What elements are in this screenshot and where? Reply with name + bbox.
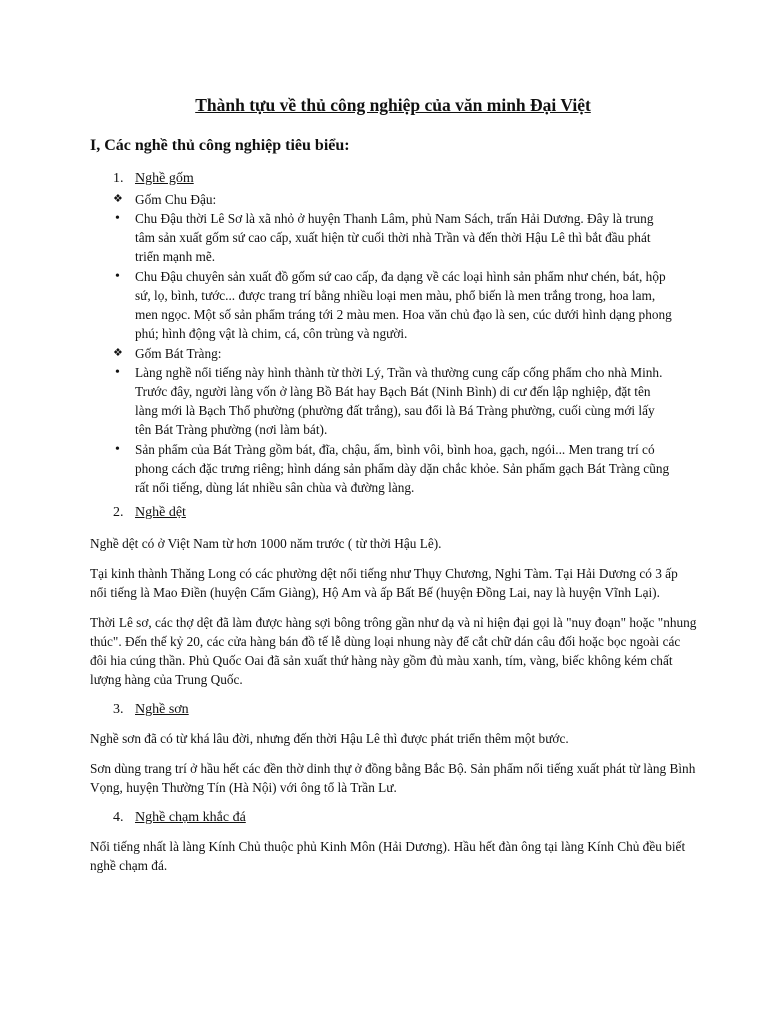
paragraph: Nghề sơn đã có từ khá lâu đời, nhưng đến thời Hậu Lê thì được phát triển thêm một bước. <box>90 731 569 746</box>
item-heading-son <box>113 700 673 719</box>
item-number: 1. <box>113 171 124 186</box>
item-label: Nghề dệt <box>135 505 186 520</box>
subheading-bat-trang <box>113 344 673 363</box>
bullet-icon: • <box>115 269 120 284</box>
item-number: 2. <box>113 505 124 520</box>
bullet-text: Làng nghề nổi tiếng này hình thành từ thời Lý, Trần và thường cung cấp cống phẩm cho nhà Minh. Trước đây, người làng vốn ở làng Bồ Bát hay Bạch Bát (Ninh Bình) di cư đến lập nghiệp, đặt tên làng mới là Bạch Thổ phường (phường đất trắng), sau đổi là Bá Tràng phường, cuối cùng mới lấy tên Bát Tràng phường (nơi làm bát). <box>135 365 663 437</box>
diamond-bullet-icon: ❖ <box>113 193 123 205</box>
item-heading-cham-khac <box>113 808 673 827</box>
bullet-item <box>113 363 673 439</box>
paragraph: Nổi tiếng nhất là làng Kính Chủ thuộc phủ Kinh Môn (Hải Dương). Hầu hết đàn ông tại làng Kính Chủ đều biết nghề chạm đá. <box>90 839 686 873</box>
bullet-icon: • <box>115 442 120 457</box>
section-heading: I, Các nghề thủ công nghiệp tiêu biểu: <box>90 137 350 154</box>
subheading-label: Gốm Bát Tràng: <box>135 346 222 361</box>
subheading-chu-dau <box>113 190 673 209</box>
item-number: 3. <box>113 702 124 717</box>
bullet-icon: • <box>115 211 120 226</box>
paragraph: Thời Lê sơ, các thợ dệt đã làm được hàng sợi bông trông gần như dạ và nỉ hiện đại gọi là "nuy đoạn" hoặc "nhung thúc". Đến thế kỷ 20, các cửa hàng bán đồ tế lễ dùng loại nhung này để cắt chữ dán câu đối hoặc bọc ngoài các đôi hia cúng thần. Phủ Quốc Oai đã sản xuất thứ hàng này gồm đủ màu xanh, tím, vàng, biếc không kém chất lượng hàng của Trung Quốc. <box>90 615 697 687</box>
item-number: 4. <box>113 810 124 825</box>
document-body <box>90 93 697 886</box>
bullet-item <box>113 267 673 343</box>
document-title: Thành tựu về thủ công nghiệp của văn minh Đại Việt <box>195 95 591 115</box>
bullet-item <box>113 440 673 497</box>
diamond-bullet-icon: ❖ <box>113 347 123 359</box>
bullet-item <box>113 209 673 266</box>
item-heading-gom <box>113 169 673 188</box>
bullet-text: Sản phẩm của Bát Tràng gồm bát, đĩa, chậu, ấm, bình vôi, bình hoa, gạch, ngói... Men trang trí có phong cách đặc trưng riêng; hình dáng sản phẩm dày dặn chắc khỏe. Sản phẩm gạch Bát Tràng cũng rất nổi tiếng, dùng lát nhiều sân chùa và đường làng. <box>135 442 670 495</box>
item-label: Nghề chạm khắc đá <box>135 810 246 825</box>
paragraph: Tại kinh thành Thăng Long có các phường dệt nổi tiếng như Thụy Chương, Nghi Tàm. Tại Hải Dương có 3 ấp nổi tiếng là Mao Điền (huyện Cẩm Giàng), Hộ Am và ấp Bất Bế (huyện Đồng Lai, nay là huyện Vĩnh Lại). <box>90 566 678 600</box>
bullet-text: Chu Đậu chuyên sản xuất đồ gốm sứ cao cấp, đa dạng về các loại hình sản phẩm như chén, bát, hộp sứ, lọ, bình, tước... được trang trí bằng nhiều loại men màu, phổ biến là men trắng trong, hoa lam, men ngọc. Một số sản phẩm tráng tới 2 màu men. Hoa văn chủ đạo là sen, cúc dưới hình dạng phong phú; hình động vật là chim, cá, côn trùng và người. <box>135 269 672 341</box>
paragraph: Nghề dệt có ở Việt Nam từ hơn 1000 năm trước ( từ thời Hậu Lê). <box>90 536 442 551</box>
subheading-label: Gốm Chu Đậu: <box>135 192 217 207</box>
paragraph: Sơn dùng trang trí ở hầu hết các đền thờ dinh thự ở đồng bằng Bắc Bộ. Sản phẩm nổi tiếng xuất phát từ làng Bình Vọng, huyện Thường Tín (Hà Nội) với ông tổ là Trần Lư. <box>90 761 696 795</box>
item-heading-det <box>113 503 673 522</box>
bullet-text: Chu Đậu thời Lê Sơ là xã nhỏ ở huyện Thanh Lâm, phủ Nam Sách, trấn Hải Dương. Đây là trung tâm sản xuất gốm sứ cao cấp, xuất hiện từ cuối thời nhà Trần và đến thời Hậu Lê thì bắt đầu phát triển mạnh mẽ. <box>135 211 654 264</box>
bullet-icon: • <box>115 365 120 380</box>
item-label: Nghề gốm <box>135 171 194 186</box>
item-label: Nghề sơn <box>135 702 189 717</box>
